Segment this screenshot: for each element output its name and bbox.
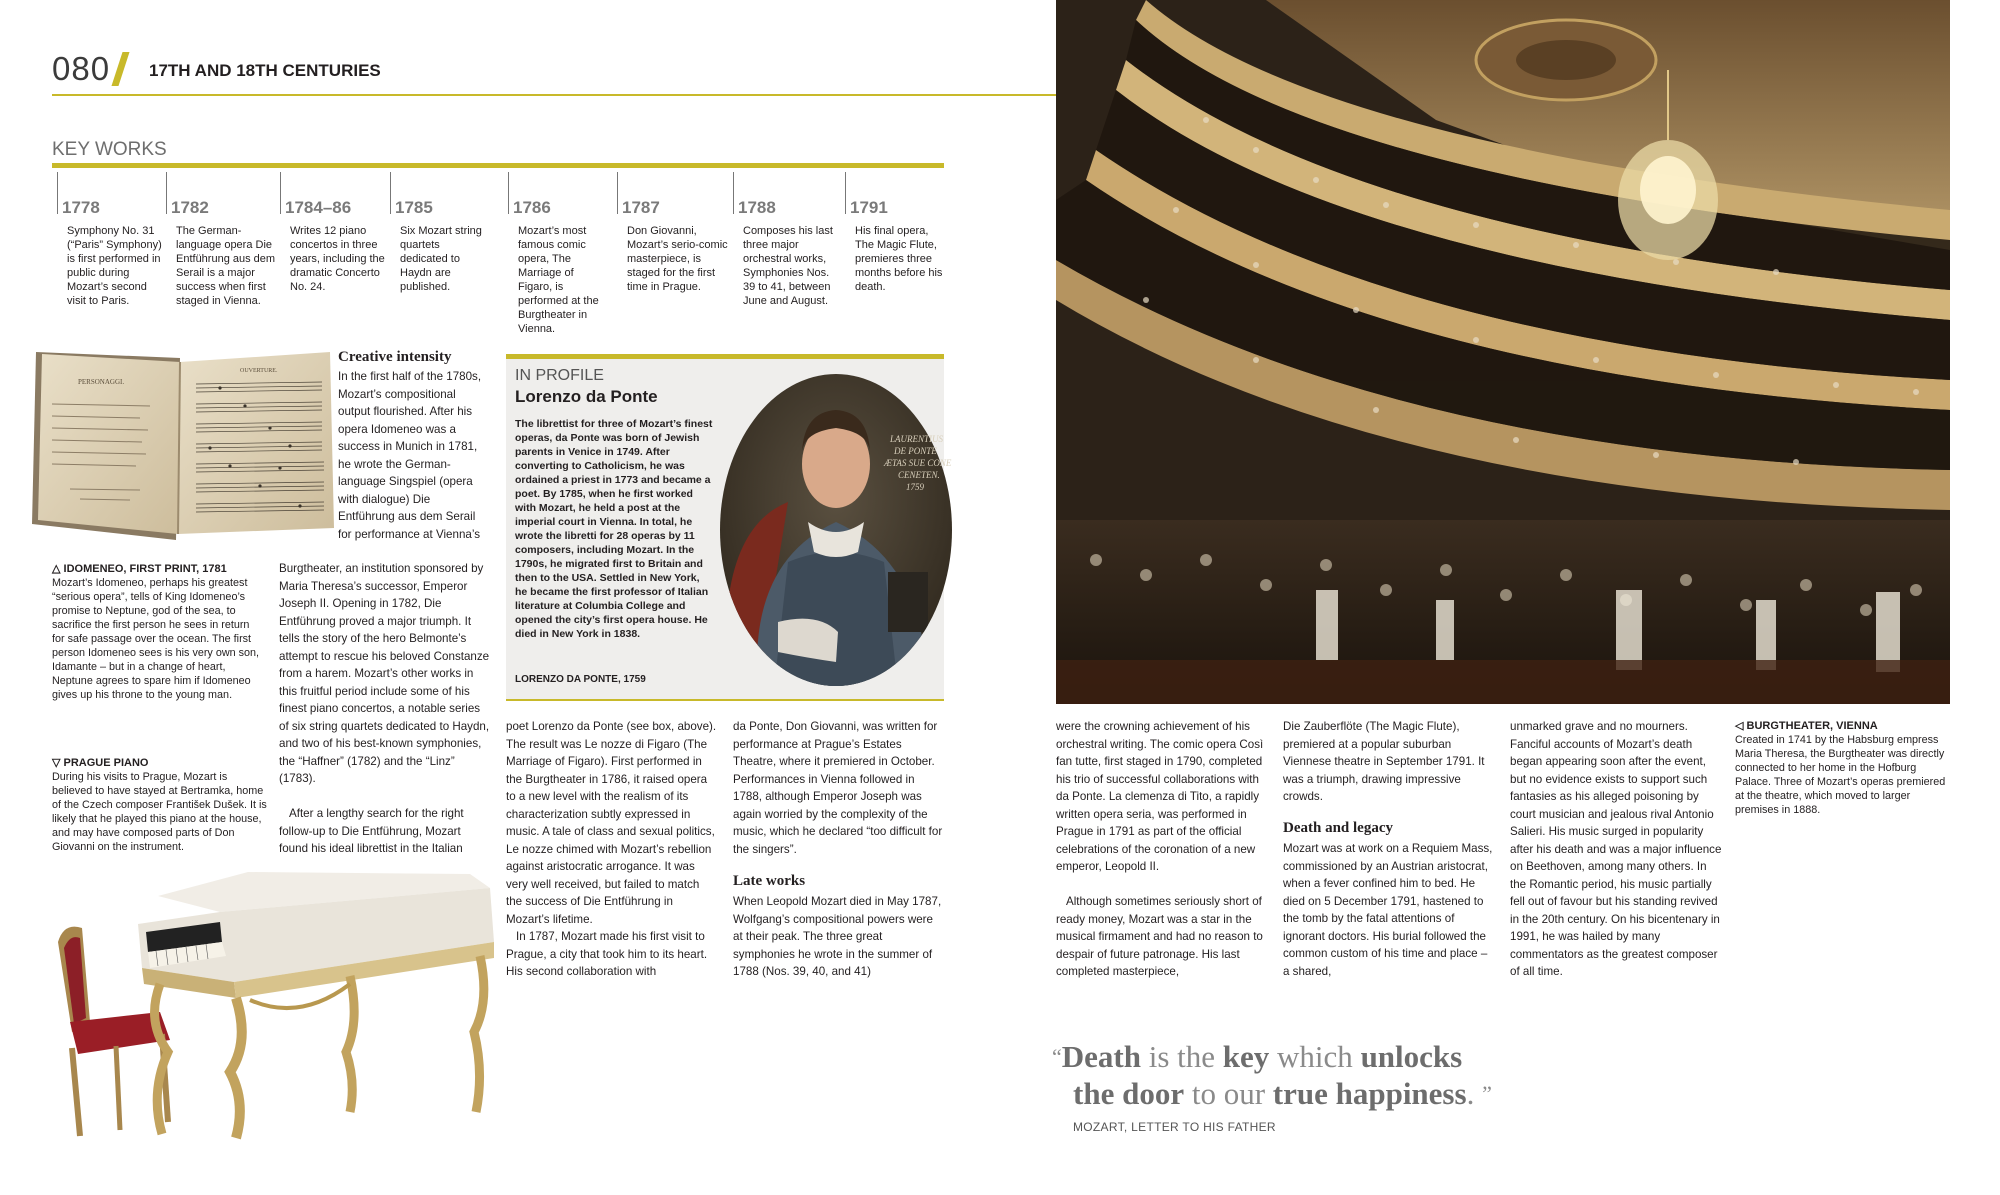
header-rule xyxy=(52,94,1056,96)
death-legacy-text: Mozart was at work on a Requiem Mass, commissioned by an Austrian aristocrat, when a fever confined him to bed. He died on 5 December 1791, hastened to the tomb by the fatal attentions of ignorant doctors. His burial followed the common custom of his time and place – a shared, xyxy=(1283,842,1493,978)
timeline-text: Composes his last three major orchestral works, Symphonies Nos. 39 to 41, between June and August. xyxy=(743,225,833,307)
idomeneo-score-image xyxy=(30,344,336,544)
prague-piano-caption xyxy=(52,756,268,854)
portrait-inscription-line: ÆTAS SUE CONE xyxy=(884,458,952,468)
timeline-text: Writes 12 piano concertos in three years, including the dramatic Concerto No. 24. xyxy=(290,225,385,293)
timeline-year: 1787 xyxy=(622,198,660,217)
idomeneo-caption-heading: IDOMENEO, FIRST PRINT, 1781 xyxy=(63,563,227,575)
burgtheater-caption-text: Created in 1741 by the Habsburg empress Maria Theresa, the Burgtheater was directly connected to her home in the Hofburg Palace. Three of Mozart’s operas premiered at the theatre, which moved to larger premises in 1888. xyxy=(1735,734,1946,816)
triangle-left-icon: ◁ xyxy=(1735,720,1747,732)
timeline-year: 1778 xyxy=(62,198,100,217)
pull-quote xyxy=(1052,1038,1492,1112)
timeline-text: Symphony No. 31 (“Paris” Symphony) is first performed in public during Mozart’s second visit to Paris. xyxy=(67,225,162,307)
profile-kicker: IN PROFILE xyxy=(515,367,604,384)
quote-word-key: key xyxy=(1222,1039,1270,1074)
timeline-tick xyxy=(57,172,58,214)
triangle-up-icon: △ xyxy=(52,563,64,575)
timeline-tick xyxy=(508,172,509,214)
quote-word-happiness: true happiness xyxy=(1272,1076,1467,1111)
prague-piano-caption-text: During his visits to Prague, Mozart is believed to have stayed at Bertramka, home of the Czech composer František Dušek. It is likely that he played this piano at the house, and may have composed parts of Don Giovanni on the instrument. xyxy=(52,771,267,853)
timeline-tick xyxy=(733,172,734,214)
prague-piano-image xyxy=(50,872,510,1144)
timeline-year: 1786 xyxy=(513,198,551,217)
creative-intensity-text-3: After a lengthy search for the right follow-up to Die Entführung, Mozart found his ideal librettist in the Italian xyxy=(279,807,464,855)
timeline-text: Don Giovanni, Mozart’s serio-comic masterpiece, is staged for the first time in Prague. xyxy=(627,225,728,293)
quote-source: MOZART, LETTER TO HIS FATHER xyxy=(1073,1120,1276,1134)
triangle-down-icon: ▽ xyxy=(52,757,64,769)
timeline-text: Mozart’s most famous comic opera, The Marriage of Figaro, is performed at the Burgtheater in Vienna. xyxy=(518,225,599,335)
quote-text: to our xyxy=(1184,1076,1273,1111)
da-ponte-portrait xyxy=(718,372,954,688)
profile-name: Lorenzo da Ponte xyxy=(515,387,658,406)
figaro-text: poet Lorenzo da Ponte (see box, above). The result was Le nozze di Figaro (The Marriage of Figaro). First performed in the Burgtheater in 1786, it raised opera to a new level with the realism of its characterization subtly expressed in music. A tale of class and sexual politics, Le nozze chimed with Mozart’s rebellion against aristocratic arrogance. It was very well received, but failed to match the success of Die Entführung in Mozart’s lifetime. xyxy=(506,720,717,926)
timeline-year: 1782 xyxy=(171,198,209,217)
quote-text: which xyxy=(1269,1039,1361,1074)
quote-close-mark: ” xyxy=(1482,1081,1492,1106)
timeline-year: 1784–86 xyxy=(285,198,352,217)
late-works-heading: Late works xyxy=(733,873,806,889)
creative-intensity-text-1: In the first half of the 1780s, Mozart’s compositional output flourished. After his opera Idomeneo was a success in Munich in 1781, he wrote the German-language Singspiel (opera with dialogue) Die Entführung aus dem Serail for performance at Vienna’s xyxy=(338,370,482,541)
timeline-tick xyxy=(617,172,618,214)
portrait-inscription-line: DE PONTE xyxy=(894,446,937,456)
quote-word-death: Death xyxy=(1061,1039,1141,1074)
creative-intensity-heading: Creative intensity xyxy=(338,349,452,365)
page-number: 080 xyxy=(52,50,111,87)
portrait-inscription-line: CENETEN. xyxy=(898,470,940,480)
timeline-year: 1785 xyxy=(395,198,433,217)
key-works-rule xyxy=(52,163,944,168)
burgtheater-caption xyxy=(1735,719,1950,817)
timeline-year: 1788 xyxy=(738,198,776,217)
section-title: 17TH AND 18TH CENTURIES xyxy=(149,61,381,80)
key-works-title: KEY WORKS xyxy=(52,139,167,160)
timeline-text: The German-language opera Die Entführung aus dem Serail is a major success when first staged in Vienna. xyxy=(176,225,276,307)
don-giovanni-text: da Ponte, Don Giovanni, was written for performance at Prague’s Estates Theatre, where it premiered in October. Performances in Vienna followed in 1788, although Emperor Joseph was again worried by the complexity of the music, which he declared “too difficult for the singers”. xyxy=(733,720,943,856)
timeline-text: Six Mozart string quartets dedicated to Haydn are published. xyxy=(400,225,482,293)
prague-piano-caption-heading: PRAGUE PIANO xyxy=(63,757,149,769)
creative-intensity-text-2: Burgtheater, an institution sponsored by Maria Theresa’s successor, Emperor Joseph II. Opening in 1782, Die Entführung proved a major triumph. It tells the story of the hero Belmonte’s attempt to rescue his beloved Constanze from a harem. Mozart’s other works in this fruitful period include some of his finest piano concertos, a notable series of six string quartets dedicated to Haydn, and two of his best-known symphonies, the “Haffner” (1782) and the “Linz” (1783). xyxy=(279,562,490,785)
timeline-tick xyxy=(280,172,281,214)
header-slash-divider xyxy=(111,52,129,86)
portrait-inscription-line: 1759 xyxy=(906,482,924,492)
quote-open-mark: “ xyxy=(1052,1044,1062,1069)
late-works-text: When Leopold Mozart died in May 1787, Wolfgang’s compositional powers were at their peak. The three great symphonies he wrote in the summer of 1788 (Nos. 39, 40, and 41) xyxy=(733,895,942,978)
right-col1-text-1: were the crowning achievement of his orchestral writing. The comic opera Così fan tutte, first staged in 1790, completed his trio of successful collaborations with da Ponte. La clemenza di Tito, a rapidly written opera seria, was performed in Prague in 1791 as part of the official celebrations of the coronation of a new emperor, Leopold II. xyxy=(1056,720,1264,873)
score-right-heading: OUVERTURE. xyxy=(240,368,278,374)
quote-text: is the xyxy=(1140,1039,1223,1074)
profile-caption: LORENZO DA PONTE, 1759 xyxy=(515,674,646,685)
death-legacy-heading: Death and legacy xyxy=(1283,820,1393,836)
quote-text: . xyxy=(1466,1076,1475,1111)
profile-text: The librettist for three of Mozart’s finest operas, da Ponte was born of Jewish parents in Venice in 1749. After converting to Catholicism, he was ordained a priest in 1773 and became a poet. By 1785, when he first worked with Mozart, he held a post at the imperial court in Vienna. In total, he wrote the libretti for 28 operas by 11 composers, including Mozart. In the 1790s, he migrated first to Britain and then to the USA. Settled in New York, he became the first professor of Italian literature at Columbia College and opened the city’s first opera house. He died in New York in 1838. xyxy=(515,418,713,640)
prague-visit-text: In 1787, Mozart made his first visit to Prague, a city that took him to its heart. His second collaboration with xyxy=(506,930,708,978)
quote-word-unlocks: unlocks xyxy=(1360,1039,1463,1074)
timeline-tick xyxy=(166,172,167,214)
timeline-tick xyxy=(845,172,846,214)
profile-bottom-rule xyxy=(506,699,944,701)
timeline-year: 1791 xyxy=(850,198,888,217)
burgtheater-painting xyxy=(1056,0,1950,704)
right-col1-text-2: Although sometimes seriously short of ready money, Mozart was a star in the musical firmament and had no reason to despair of future patronage. His last completed masterpiece, xyxy=(1056,895,1263,978)
timeline-text: His final opera, The Magic Flute, premieres three months before his death. xyxy=(855,225,943,293)
timeline-tick xyxy=(390,172,391,214)
quote-word-door: the door xyxy=(1073,1076,1185,1111)
zauberflote-text: Die Zauberflöte (The Magic Flute), premiered at a popular suburban Viennese theatre in September 1791. It was a triumph, drawing impressive crowds. xyxy=(1283,720,1485,803)
legacy-text: unmarked grave and no mourners. Fanciful accounts of Mozart’s death began appearing soon after the event, but no evidence exists to support such fantasies as his alleged poisoning by court musician and jealous rival Antonio Salieri. His music surged in popularity after his death and was a major influence on Beethoven, among many others. In the Romantic period, his music partially fell out of favour but his standing revived in the 20th century. On his bicentenary in 1991, he was hailed by many commentators as the greatest composer of all time. xyxy=(1510,720,1722,978)
burgtheater-caption-heading: BURGTHEATER, VIENNA xyxy=(1746,720,1878,732)
idomeneo-caption-text: Mozart’s Idomeneo, perhaps his greatest “serious opera”, tells of King Idomeneo’s promise to Neptune, god of the sea, to sacrifice the first person he sees in return for safe passage over the ocean. The first person Idomeneo sees is his very own son, Idamante – but in a change of heart, Neptune agrees to spare him if Idomeneo gives up his throne to the young man. xyxy=(52,577,260,701)
score-left-heading: PERSONAGGI. xyxy=(78,378,125,386)
idomeneo-caption xyxy=(52,562,264,702)
portrait-inscription-line: LAURENTIUS xyxy=(890,434,944,444)
